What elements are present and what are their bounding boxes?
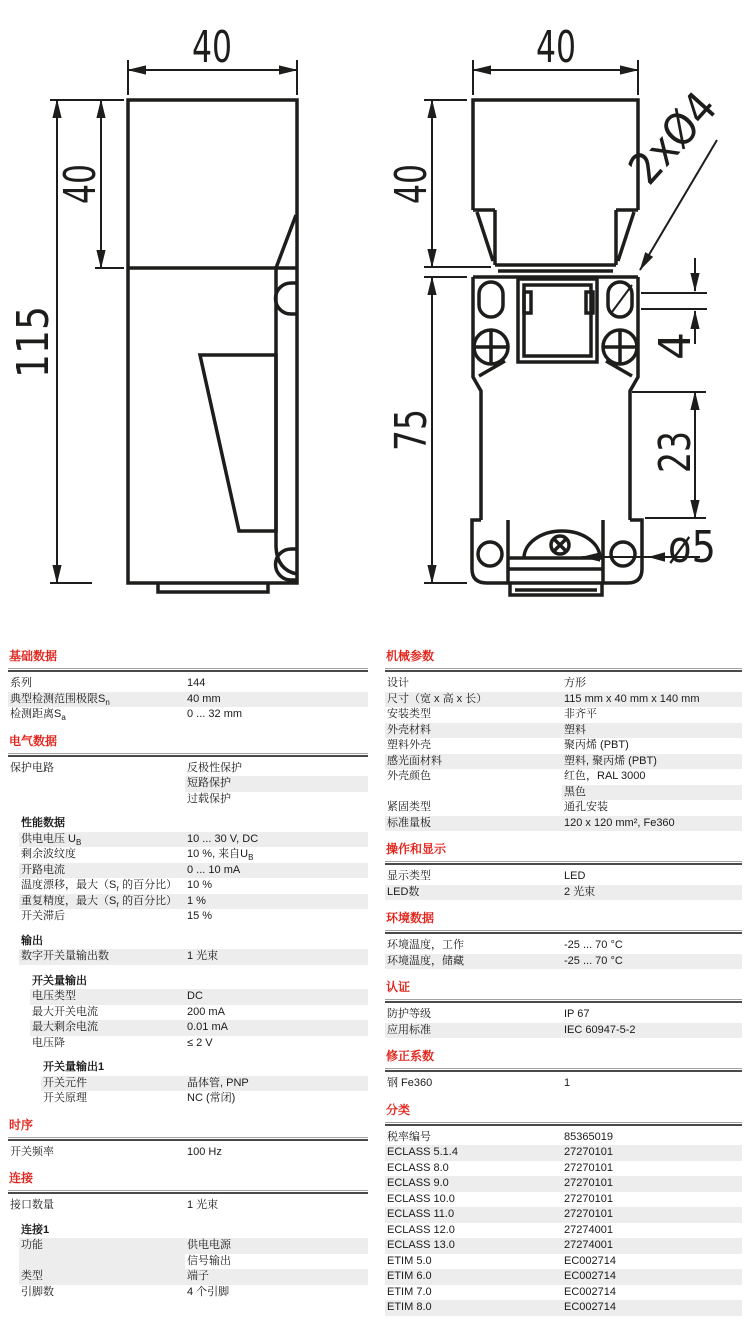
hole-dia-extra-arrow [648,552,665,562]
spec-value: 非齐平 [564,708,597,720]
spec-value: 短路保护 [185,776,368,792]
spec-values [562,1023,742,1039]
spec-value: EC002714 [562,1300,742,1316]
bottom-block-outline [472,520,642,583]
spec-values [185,878,368,894]
spec-value: 塑料 [562,723,742,739]
spec-values [185,847,368,863]
spec-row [385,1176,742,1192]
spec-row [385,1300,742,1316]
spec-row [385,800,742,816]
mounting-slot-left [479,282,503,317]
spec-values [562,885,742,901]
subscript: n [105,697,110,707]
dim-head-height-label: 40 [55,148,106,204]
spec-value: 27270101 [564,1161,613,1174]
spec-value: IP 67 [564,1008,590,1020]
spec-label: ECLASS 10.0 [387,1192,455,1205]
spec-label: 显示类型 [387,870,431,882]
spec-row [385,723,742,739]
side-slots [276,283,298,580]
spec-label: 钢 Fe360 [387,1077,433,1089]
spec-value: LED [564,870,586,882]
spec-values [562,1192,742,1208]
spec-label: 开关滞后 [21,910,65,922]
spec-value: 27274001 [564,1223,613,1236]
spec-value: 方形 [564,677,586,689]
section-title: 连接 [9,1171,34,1185]
spec-values [185,949,368,965]
spec-row [385,1285,742,1301]
spec-row [385,1223,742,1239]
spec-label: 检测距离$S_a$ [10,708,66,723]
spec-label: 保护电路 [10,761,54,774]
spec-row [385,1161,742,1177]
spec-value: 27270101 [562,1145,742,1161]
spec-values [562,1300,742,1316]
dim-width-label: 40 [536,22,576,73]
spec-values [185,894,368,910]
spec-label: ETIM 7.0 [387,1285,432,1298]
spec-label: 最大开关电流 [32,1005,98,1018]
dim-slot-height-label: 4 [650,332,701,360]
dome-screw-cross [554,539,566,551]
spec-row [8,1198,368,1214]
section-title: 操作和显示 [386,842,447,856]
spec-value: 1 光束 [185,949,368,965]
spec-label: ETIM 8.0 [385,1300,562,1316]
spec-label: ECLASS 9.0 [385,1176,562,1192]
spec-value: 过载保护 [187,792,231,805]
spec-values [562,676,742,692]
mounting-slot-right [608,282,632,317]
section-rule [385,861,742,865]
spec-label: 接口数量 [10,1199,54,1211]
spec-label: 重复精度，最大（$S_r$ 的百分比） [19,894,185,910]
spec-values [562,723,742,739]
spec-value: 10 ... 30 V, DC [185,832,368,848]
spec-value: 1 光束 [187,1199,219,1211]
spec-value: EC002714 [562,1269,742,1285]
section-rule [385,1068,742,1072]
spec-label: 开路电流 [19,863,185,879]
head-outline [473,100,638,271]
spec-row [8,692,368,708]
spec-value: 120 x 120 mm², Fe360 [562,816,742,832]
front-view-drawing [472,100,642,595]
spec-row [19,1269,368,1285]
spec-label: ECLASS 12.0 [387,1223,455,1236]
spec-row [30,1036,368,1052]
spec-values [562,869,742,885]
spec-value: IEC 60947-5-2 [562,1023,742,1039]
spec-value: EC002714 [564,1285,616,1298]
spec-value: -25 ... 70 °C [564,939,623,951]
spec-values [562,769,742,800]
section-rule [8,668,368,672]
spec-value: 供电电源 [185,1238,368,1254]
spec-label: LED数 [385,885,562,901]
section-rule [385,1122,742,1126]
spec-label: 电压降 [32,1036,65,1049]
spec-row [385,692,742,708]
spec-values [562,738,742,754]
spec-value: -25 ... 70 °C [562,954,742,970]
spec-values [185,1005,368,1021]
section-rule [385,999,742,1003]
housing-outline [128,100,297,583]
spec-label: 典型检测范围极限$S_n$ [8,692,185,708]
spec-row [19,847,368,863]
spec-label: 应用标准 [385,1023,562,1039]
spec-value: 0 ... 32 mm [187,708,243,720]
spec-values [562,1254,742,1270]
section-rule [385,668,742,672]
spec-values [562,1130,742,1146]
dim-body-height-label: 75 [386,395,437,451]
spec-label: 剩余波纹度 [21,848,76,860]
spec-values [185,707,368,723]
spec-value: 100 Hz [187,1145,222,1158]
spec-label: 电压类型 [30,989,185,1005]
spec-value: 端子 [185,1269,368,1285]
spec-label: ECLASS 11.0 [385,1207,562,1223]
spec-row [385,676,742,692]
spec-row [8,761,368,808]
spec-value: 115 mm x 40 mm x 140 mm [562,692,742,708]
spec-values [562,1223,742,1239]
spec-label: 开关频率 [10,1145,54,1158]
dim-width-label: 40 [192,22,232,73]
spec-row [385,769,742,800]
spec-values [185,1285,368,1301]
spec-values [562,816,742,832]
dim-head-height-label: 40 [386,148,437,204]
spec-values [185,1145,368,1161]
spec-row [385,738,742,754]
section-rule [8,1137,368,1141]
spec-values [562,800,742,816]
spec-row [385,754,742,770]
spec-value: 40 mm [185,692,368,708]
spec-values [562,754,742,770]
spec-value: 27270101 [562,1207,742,1223]
label-wedge [200,355,276,531]
spec-label: ECLASS 13.0 [385,1238,562,1254]
spec-label: 温度漂移，最大（$S_r$ 的百分比） [21,879,178,894]
spec-row [385,938,742,954]
spec-label: 引脚数 [21,1285,54,1298]
spec-row [385,954,742,970]
subscript: a [61,713,66,723]
dim-lower-section-label: 23 [650,417,701,473]
spec-values [185,1238,368,1269]
spec-row [19,863,368,879]
spec-values [562,1076,742,1092]
spec-column-right [385,646,742,1316]
spec-label: 环境温度，储藏 [385,954,562,970]
spec-label: 类型 [19,1269,185,1285]
connector-tab-left [524,292,531,313]
spec-label: 系列 [10,677,32,689]
section-rule [8,1190,368,1194]
spec-values [185,676,368,692]
spec-label: 防护等级 [387,1008,431,1020]
spec-value: NC (常闭) [187,1092,236,1104]
dim-total-height-label: 115 [8,294,59,378]
spec-row [30,1005,368,1021]
dim-bottom-hole-label: ø5 [668,522,716,573]
spec-row [385,1238,742,1254]
subscript: B [248,853,254,863]
spec-row [19,1285,368,1301]
subsection-title: 输出 [21,934,43,947]
spec-label: 安装类型 [387,708,431,720]
spec-values [185,1020,368,1036]
subscript: r [116,899,120,909]
through-hole-right [611,542,635,566]
spec-value: 塑料, 聚丙烯 (PBT) [562,754,742,770]
subscript: r [116,884,120,894]
spec-label: 税率编号 [387,1130,431,1143]
spec-value: 红色，RAL 3000 [564,770,646,782]
spec-label: 感光面材料 [385,754,562,770]
spec-value: DC [185,989,368,1005]
spec-value: EC002714 [564,1254,616,1267]
spec-label: 最大剩余电流 [30,1020,185,1036]
spec-label: ECLASS 5.1.4 [385,1145,562,1161]
spec-values [185,761,368,808]
spec-row [19,1238,368,1269]
spec-row [385,816,742,832]
through-hole-left [478,542,502,566]
spec-label: 塑料外壳 [387,739,431,751]
spec-label: 外壳材料 [385,723,562,739]
section-title: 时序 [9,1117,34,1132]
spec-value: 信号输出 [187,1254,231,1267]
spec-row [41,1091,368,1107]
subscript: B [76,837,82,847]
spec-values [185,1269,368,1285]
spec-row [385,1192,742,1208]
spec-label: 开关元件 [41,1076,185,1092]
spec-value: 1 [564,1077,571,1089]
spec-value: 85365019 [564,1130,613,1143]
connector-inner [524,285,591,356]
spec-row [385,869,742,885]
spec-row [385,1207,742,1223]
spec-value: 4 个引脚 [187,1285,230,1298]
section-title: 分类 [386,1102,411,1117]
side-view-dimensions [50,60,297,583]
section-title: 认证 [386,980,411,994]
spec-row [19,894,368,910]
section-title: 修正系数 [386,1049,435,1063]
section-title: 电气数据 [9,733,58,748]
spec-value: 黑色 [562,785,742,801]
spec-label: 标准量板 [385,816,562,832]
subsection-title: 性能数据 [21,817,65,829]
spec-values [185,1036,368,1052]
spec-label: 紧固类型 [387,801,431,813]
spec-row [8,1145,368,1161]
spec-label: 尺寸（宽 x 高 x 长） [385,692,562,708]
side-view-drawing [128,100,297,592]
subsection-title: 开关量输出 [32,974,87,987]
spec-values [562,1238,742,1254]
spec-values [185,1198,368,1214]
dim-holes-label: 2xØ4 [619,73,736,195]
spec-row [385,1076,742,1092]
spec-values [562,1145,742,1161]
spec-value: 15 % [187,910,213,922]
bottom-foot-front [510,583,602,595]
spec-values [562,938,742,954]
spec-row [8,676,368,692]
spec-label: ETIM 6.0 [385,1269,562,1285]
spec-values [562,1007,742,1023]
spec-values [562,1285,742,1301]
spec-row [385,1145,742,1161]
spec-values [562,1176,742,1192]
spec-row [385,707,742,723]
spec-values [562,1161,742,1177]
spec-row [8,707,368,723]
spec-row [385,1023,742,1039]
spec-values [562,1269,742,1285]
spec-label: 供电电压 $U_B$ [19,832,185,848]
extension-lines [50,60,297,583]
spec-label: ETIM 5.0 [387,1254,432,1267]
spec-value: 27270101 [562,1176,742,1192]
spec-row [30,1020,368,1036]
spec-value: 反极性保护 [187,761,242,774]
technical-drawings [0,0,750,645]
spec-value: 通孔安装 [564,801,608,813]
spec-value: 1 % [185,894,368,910]
spec-label: 外壳颜色 [387,770,431,782]
section-rule [385,930,742,934]
spec-row [385,885,742,901]
spec-row [385,1130,742,1146]
spec-row [385,1007,742,1023]
spec-values [185,989,368,1005]
spec-label: ECLASS 8.0 [387,1161,449,1174]
spec-value: ≤ 2 V [187,1036,213,1049]
spec-label: 功能 [19,1238,185,1269]
spec-label: 开关原理 [43,1092,87,1104]
spec-label: 数字开关量输出数 [19,949,185,965]
spec-values [185,863,368,879]
spec-label: 环境温度，工作 [387,939,464,951]
section-title: 环境数据 [386,911,435,925]
spec-row [19,909,368,925]
spec-values [562,707,742,723]
spec-value: 27274001 [562,1238,742,1254]
section-rule [8,753,368,757]
spec-row [41,1076,368,1092]
subsection-title: 连接1 [21,1223,50,1236]
spec-row [19,949,368,965]
spec-row [385,1254,742,1270]
section-title: 基础数据 [9,649,58,663]
corner-chamfer-line [276,215,296,268]
section-title: 机械参数 [386,649,435,663]
spec-values [185,692,368,708]
spec-row [19,878,368,894]
spec-row [30,989,368,1005]
spec-values [562,692,742,708]
spec-values [185,1091,368,1107]
spec-value: 晶体管, PNP [185,1076,368,1092]
spec-values [185,909,368,925]
spec-values [562,954,742,970]
spec-value: 0 ... 10 mA [185,863,368,879]
spec-row [19,832,368,848]
spec-value: 10 %, 来自$U_B$ [187,848,254,863]
spec-value: 200 mA [187,1005,225,1018]
spec-value: 2 光束 [562,885,742,901]
spec-value: 27270101 [564,1192,613,1205]
subsection-title: 开关量输出1 [43,1061,105,1073]
spec-row [385,1269,742,1285]
holes-leader-slash [612,285,632,312]
spec-value: 聚丙烯 (PBT) [564,739,629,751]
spec-label: 设计 [387,677,409,689]
spec-value: 0.01 mA [185,1020,368,1036]
spec-value: 144 [187,677,206,689]
spec-values [185,832,368,848]
spec-values [185,1076,368,1092]
spec-column-left [8,646,368,1300]
spec-value: 10 % [187,879,213,891]
spec-values [562,1207,742,1223]
